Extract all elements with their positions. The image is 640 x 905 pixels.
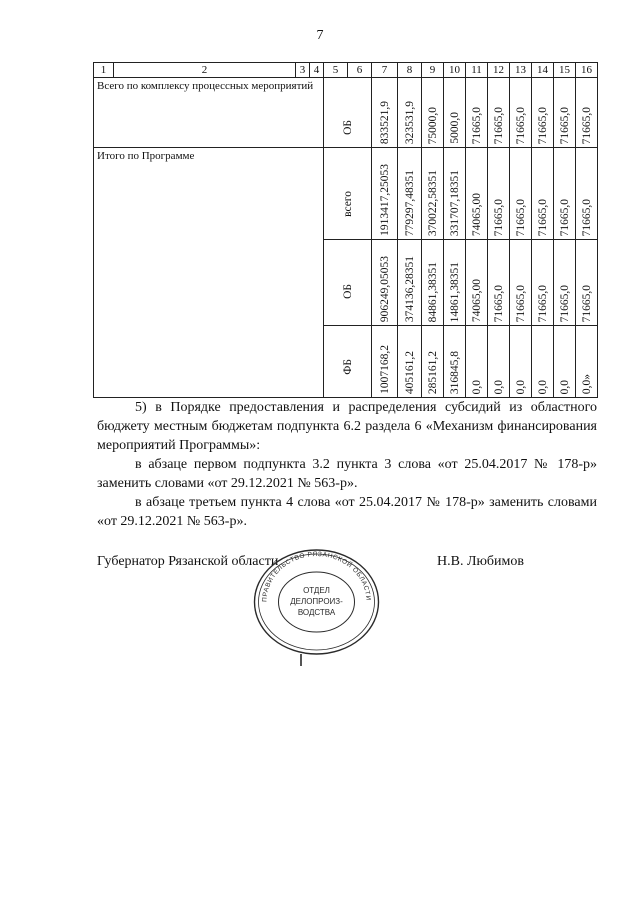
- column-number: 13: [510, 63, 532, 78]
- cell-value: 71665,0: [514, 106, 527, 144]
- column-number: 7: [372, 63, 398, 78]
- table-cell: [466, 326, 488, 398]
- table-cell: [444, 78, 466, 148]
- table-cell: [398, 148, 422, 240]
- cell-value: 71665,0: [536, 106, 549, 144]
- cell-value: 0,0: [558, 379, 571, 394]
- column-number: 4: [310, 63, 324, 78]
- funding-source-text: ОБ: [341, 120, 354, 135]
- cell-value: 71665,0: [580, 106, 593, 144]
- stamp-line: ДЕЛОПРОИЗ-: [290, 597, 343, 606]
- table-row: [94, 148, 598, 240]
- cell-value: 0,0: [514, 379, 527, 394]
- funding-source: [324, 240, 372, 326]
- cell-value: 906249,05053: [378, 255, 391, 322]
- table-cell: [422, 240, 444, 326]
- page-number: 7: [316, 28, 324, 43]
- paragraph-amendment-2: в абзаце третьем пункта 4 слова «от 25.04.2017 № 178-р» заменить словами «от 29.12.2021 № 563-р».: [97, 495, 597, 529]
- column-number: 9: [422, 63, 444, 78]
- cell-value: 71665,0: [558, 284, 571, 322]
- table-cell: [554, 326, 576, 398]
- funding-source: [324, 148, 372, 240]
- column-number: 14: [532, 63, 554, 78]
- table-cell: [532, 240, 554, 326]
- cell-value: 71665,0: [492, 284, 505, 322]
- cell-value: 0,0: [536, 379, 549, 394]
- table-cell: [510, 326, 532, 398]
- funding-source-text: ОБ: [341, 284, 354, 299]
- cell-value: 84861,38351: [426, 261, 439, 322]
- cell-value: 1913417,25053: [378, 164, 391, 236]
- cell-value: 74065,00: [470, 278, 483, 322]
- budget-table: [93, 62, 598, 398]
- cell-value: 71665,0: [492, 106, 505, 144]
- header-row: [94, 63, 598, 78]
- cell-value: 71665,0: [536, 284, 549, 322]
- cell-value: 370022,58351: [426, 169, 439, 236]
- table-cell: [372, 240, 398, 326]
- funding-source-text: ФБ: [341, 359, 354, 375]
- cell-value: 14861,38351: [448, 261, 461, 322]
- table-cell: [422, 148, 444, 240]
- cell-value: 71665,0: [558, 198, 571, 236]
- table-cell: [554, 240, 576, 326]
- paragraph-amendment-1: в абзаце первом подпункта 3.2 пункта 3 слова «от 25.04.2017 № 178-р» заменить словами «от 29.12.2021 № 563-р».: [97, 457, 597, 491]
- signatory-position: Губернатор Рязанской области: [97, 554, 279, 569]
- cell-value: 71665,0: [514, 198, 527, 236]
- cell-value: 405161,2: [403, 350, 416, 394]
- table-cell: [554, 148, 576, 240]
- table-cell: [398, 240, 422, 326]
- cell-value: 779297,48351: [403, 169, 416, 236]
- stamp-ring-text: ПРАВИТЕЛЬСТВО РЯЗАНСКОЙ ОБЛАСТИ: [261, 550, 372, 603]
- stamp-line: ВОДСТВА: [297, 608, 336, 617]
- cell-value: 71665,0: [580, 198, 593, 236]
- cell-value: 71665,0: [514, 284, 527, 322]
- column-number: 1: [94, 63, 114, 78]
- stamp-line: ОТДЕЛ: [303, 586, 330, 595]
- cell-value: 323531,9: [403, 100, 416, 144]
- table-cell: [576, 240, 598, 326]
- table-cell: [532, 148, 554, 240]
- funding-source-text: всего: [341, 191, 354, 217]
- official-stamp: [244, 547, 389, 657]
- cell-value: 1007168,2: [378, 345, 391, 394]
- table-cell: [488, 78, 510, 148]
- scan-mark: [300, 654, 302, 666]
- table-cell: [532, 78, 554, 148]
- cell-value: 285161,2: [426, 350, 439, 394]
- table-cell: [398, 326, 422, 398]
- table-cell: [576, 326, 598, 398]
- table-row: [94, 78, 598, 148]
- table-cell: [510, 240, 532, 326]
- cell-value: 75000,0: [426, 106, 439, 144]
- column-number: 8: [398, 63, 422, 78]
- table-cell: [372, 326, 398, 398]
- cell-value: 374136,28351: [403, 255, 416, 322]
- table-cell: [444, 240, 466, 326]
- table-cell: [510, 148, 532, 240]
- table-cell: [372, 78, 398, 148]
- cell-value: 71665,0: [558, 106, 571, 144]
- cell-value: 5000,0: [448, 112, 461, 144]
- cell-value: 833521,9: [378, 100, 391, 144]
- table-cell: [466, 148, 488, 240]
- cell-value: 331707,18351: [448, 169, 461, 236]
- funding-source: [324, 326, 372, 398]
- column-number: 5: [324, 63, 348, 78]
- table-cell: [398, 78, 422, 148]
- table-cell: [444, 326, 466, 398]
- column-number: 15: [554, 63, 576, 78]
- row-label: Всего по комплексу процессных мероприятий: [94, 78, 324, 148]
- cell-value: 71665,0: [536, 198, 549, 236]
- cell-value: 316845,8: [448, 350, 461, 394]
- column-number: 16: [576, 63, 598, 78]
- table-cell: [422, 78, 444, 148]
- table-cell: [510, 78, 532, 148]
- table-cell: [576, 148, 598, 240]
- table-cell: [422, 326, 444, 398]
- table-cell: [554, 78, 576, 148]
- funding-source: [324, 78, 372, 148]
- table-cell: [576, 78, 598, 148]
- table-cell: [444, 148, 466, 240]
- table-cell: [488, 240, 510, 326]
- table-cell: [466, 240, 488, 326]
- cell-value: 71665,0: [492, 198, 505, 236]
- table-cell: [488, 326, 510, 398]
- column-number: 2: [114, 63, 296, 78]
- table-cell: [466, 78, 488, 148]
- table-cell: [488, 148, 510, 240]
- column-number: 6: [348, 63, 372, 78]
- cell-value: 0,0: [470, 379, 483, 394]
- signatory-name: Н.В. Любимов: [437, 554, 524, 569]
- table-cell: [532, 326, 554, 398]
- cell-value: 71665,0: [580, 284, 593, 322]
- column-number: 3: [296, 63, 310, 78]
- row-label: Итого по Программе: [94, 148, 324, 398]
- cell-value: 0,0: [492, 379, 505, 394]
- cell-value: 0,0»: [580, 373, 593, 394]
- cell-value: 71665,0: [470, 106, 483, 144]
- table-cell: [372, 148, 398, 240]
- column-number: 12: [488, 63, 510, 78]
- paragraph-item-5: 5) в Порядке предоставления и распределения субсидий из областного бюджету местным бюджетам подпункта 6.2 раздела 6 «Механизм финансирования мероприятий Программы»:: [97, 400, 597, 453]
- cell-value: 74065,00: [470, 192, 483, 236]
- column-number: 10: [444, 63, 466, 78]
- column-number: 11: [466, 63, 488, 78]
